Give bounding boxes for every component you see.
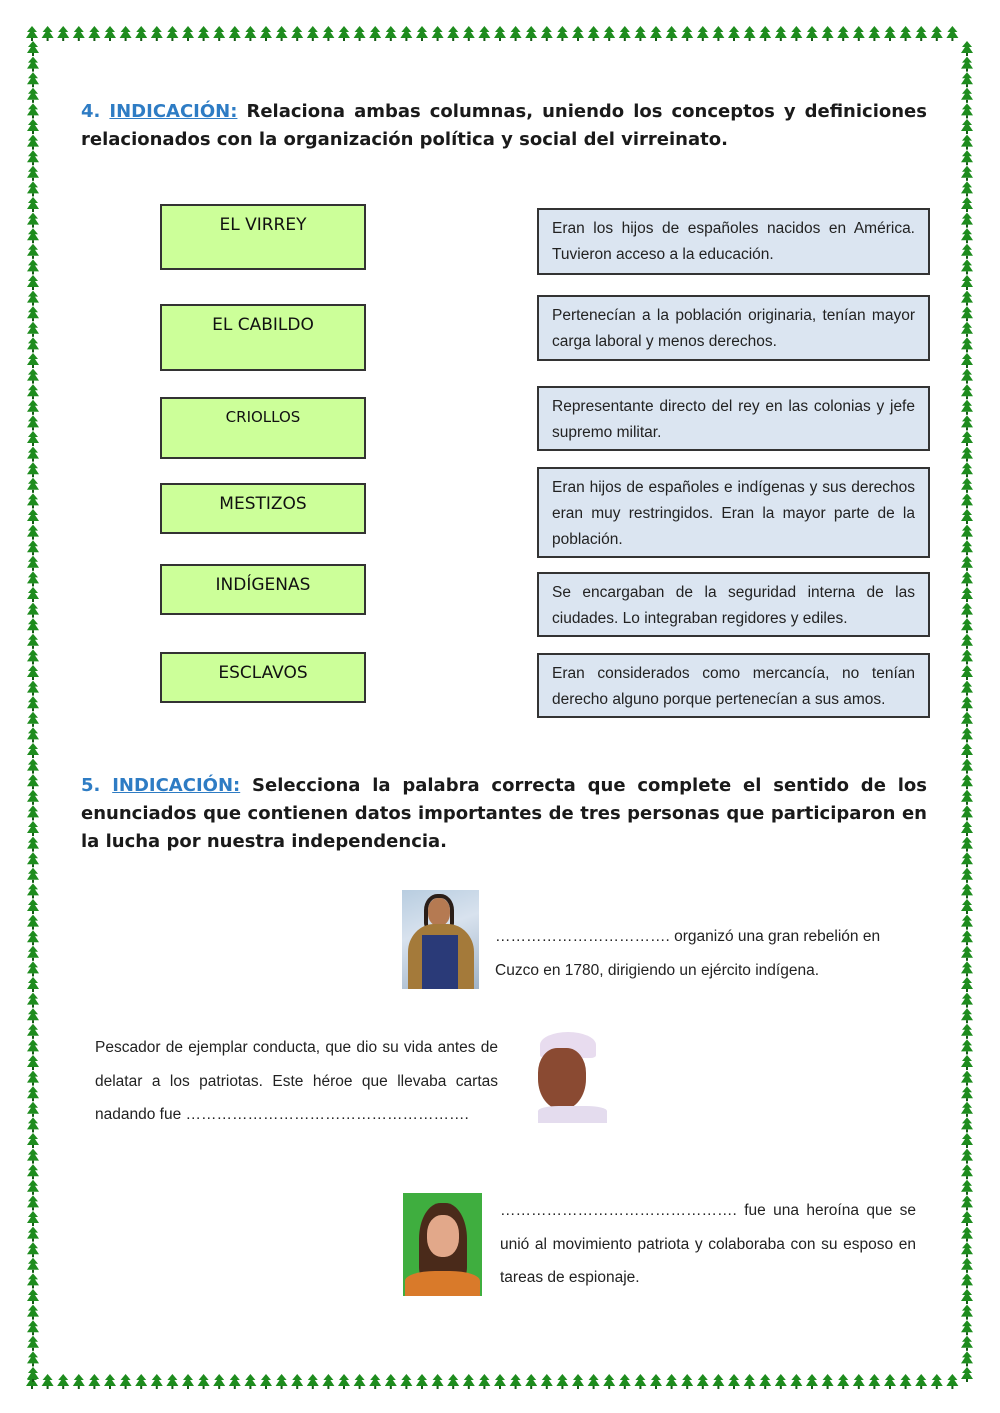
statement-2: Pescador de ejemplar conducta, que dio su vida antes de delatar a los patriotas. Este héroe que llevaba cartas nadando fue ………………………………………………. bbox=[95, 1039, 498, 1123]
definition-box[interactable]: Pertenecían a la población originaria, tenían mayor carga laboral y menos derechos. bbox=[537, 295, 930, 361]
definition-box[interactable]: Se encargaban de la seguridad interna de las ciudades. Lo integraban regidores y ediles. bbox=[537, 572, 930, 637]
concept-box[interactable]: INDÍGENAS bbox=[160, 564, 366, 615]
instruction-text: Selecciona la palabra correcta que complete el sentido de los enunciados que contienen datos importantes de tres personas que participaron en la lucha por nuestra independencia. bbox=[81, 775, 927, 852]
portrait-tupac-amaru-image bbox=[402, 890, 479, 989]
statement-3: ………………………………………. fue una heroína que se unió al movimiento patriota y colaboraba con su esposo en tareas de espionaje. bbox=[500, 1202, 916, 1286]
definition-box[interactable]: Eran hijos de españoles e indígenas y sus derechos eran muy restringidos. Eran la mayor parte de la población. bbox=[537, 467, 930, 558]
concept-box[interactable]: EL VIRREY bbox=[160, 204, 366, 270]
concept-box[interactable]: MESTIZOS bbox=[160, 483, 366, 534]
concept-box[interactable]: EL CABILDO bbox=[160, 304, 366, 371]
portrait-jose-olaya-image bbox=[528, 1030, 607, 1123]
concept-box[interactable]: CRIOLLOS bbox=[160, 397, 366, 459]
indicacion-label: INDICACIÓN: bbox=[109, 101, 238, 122]
definition-box[interactable]: Eran los hijos de españoles nacidos en América. Tuvieron acceso a la educación. bbox=[537, 208, 930, 275]
indicacion-label: INDICACIÓN: bbox=[112, 775, 241, 796]
portrait-micaela-bastidas-image bbox=[403, 1193, 482, 1296]
concept-box[interactable]: ESCLAVOS bbox=[160, 652, 366, 703]
definition-box[interactable]: Representante directo del rey en las colonias y jefe supremo militar. bbox=[537, 386, 930, 451]
section4-heading: 4. INDICACIÓN: Relaciona ambas columnas, uniendo los conceptos y definiciones relacionados con la organización política y social del virreinato. bbox=[81, 101, 927, 150]
section5-heading: 5. INDICACIÓN: Selecciona la palabra correcta que complete el sentido de los enunciados que contienen datos importantes de tres personas que participaron en la lucha por nuestra independencia. bbox=[81, 775, 927, 852]
statement-1: ……………………………. organizó una gran rebelión en Cuzco en 1780, dirigiendo un ejército indígena. bbox=[495, 928, 881, 979]
definition-box[interactable]: Eran considerados como mercancía, no tenían derecho alguno porque pertenecían a sus amos. bbox=[537, 653, 930, 718]
instruction-text: Relaciona ambas columnas, uniendo los conceptos y definiciones relacionados con la organización política y social del virreinato. bbox=[81, 101, 927, 150]
